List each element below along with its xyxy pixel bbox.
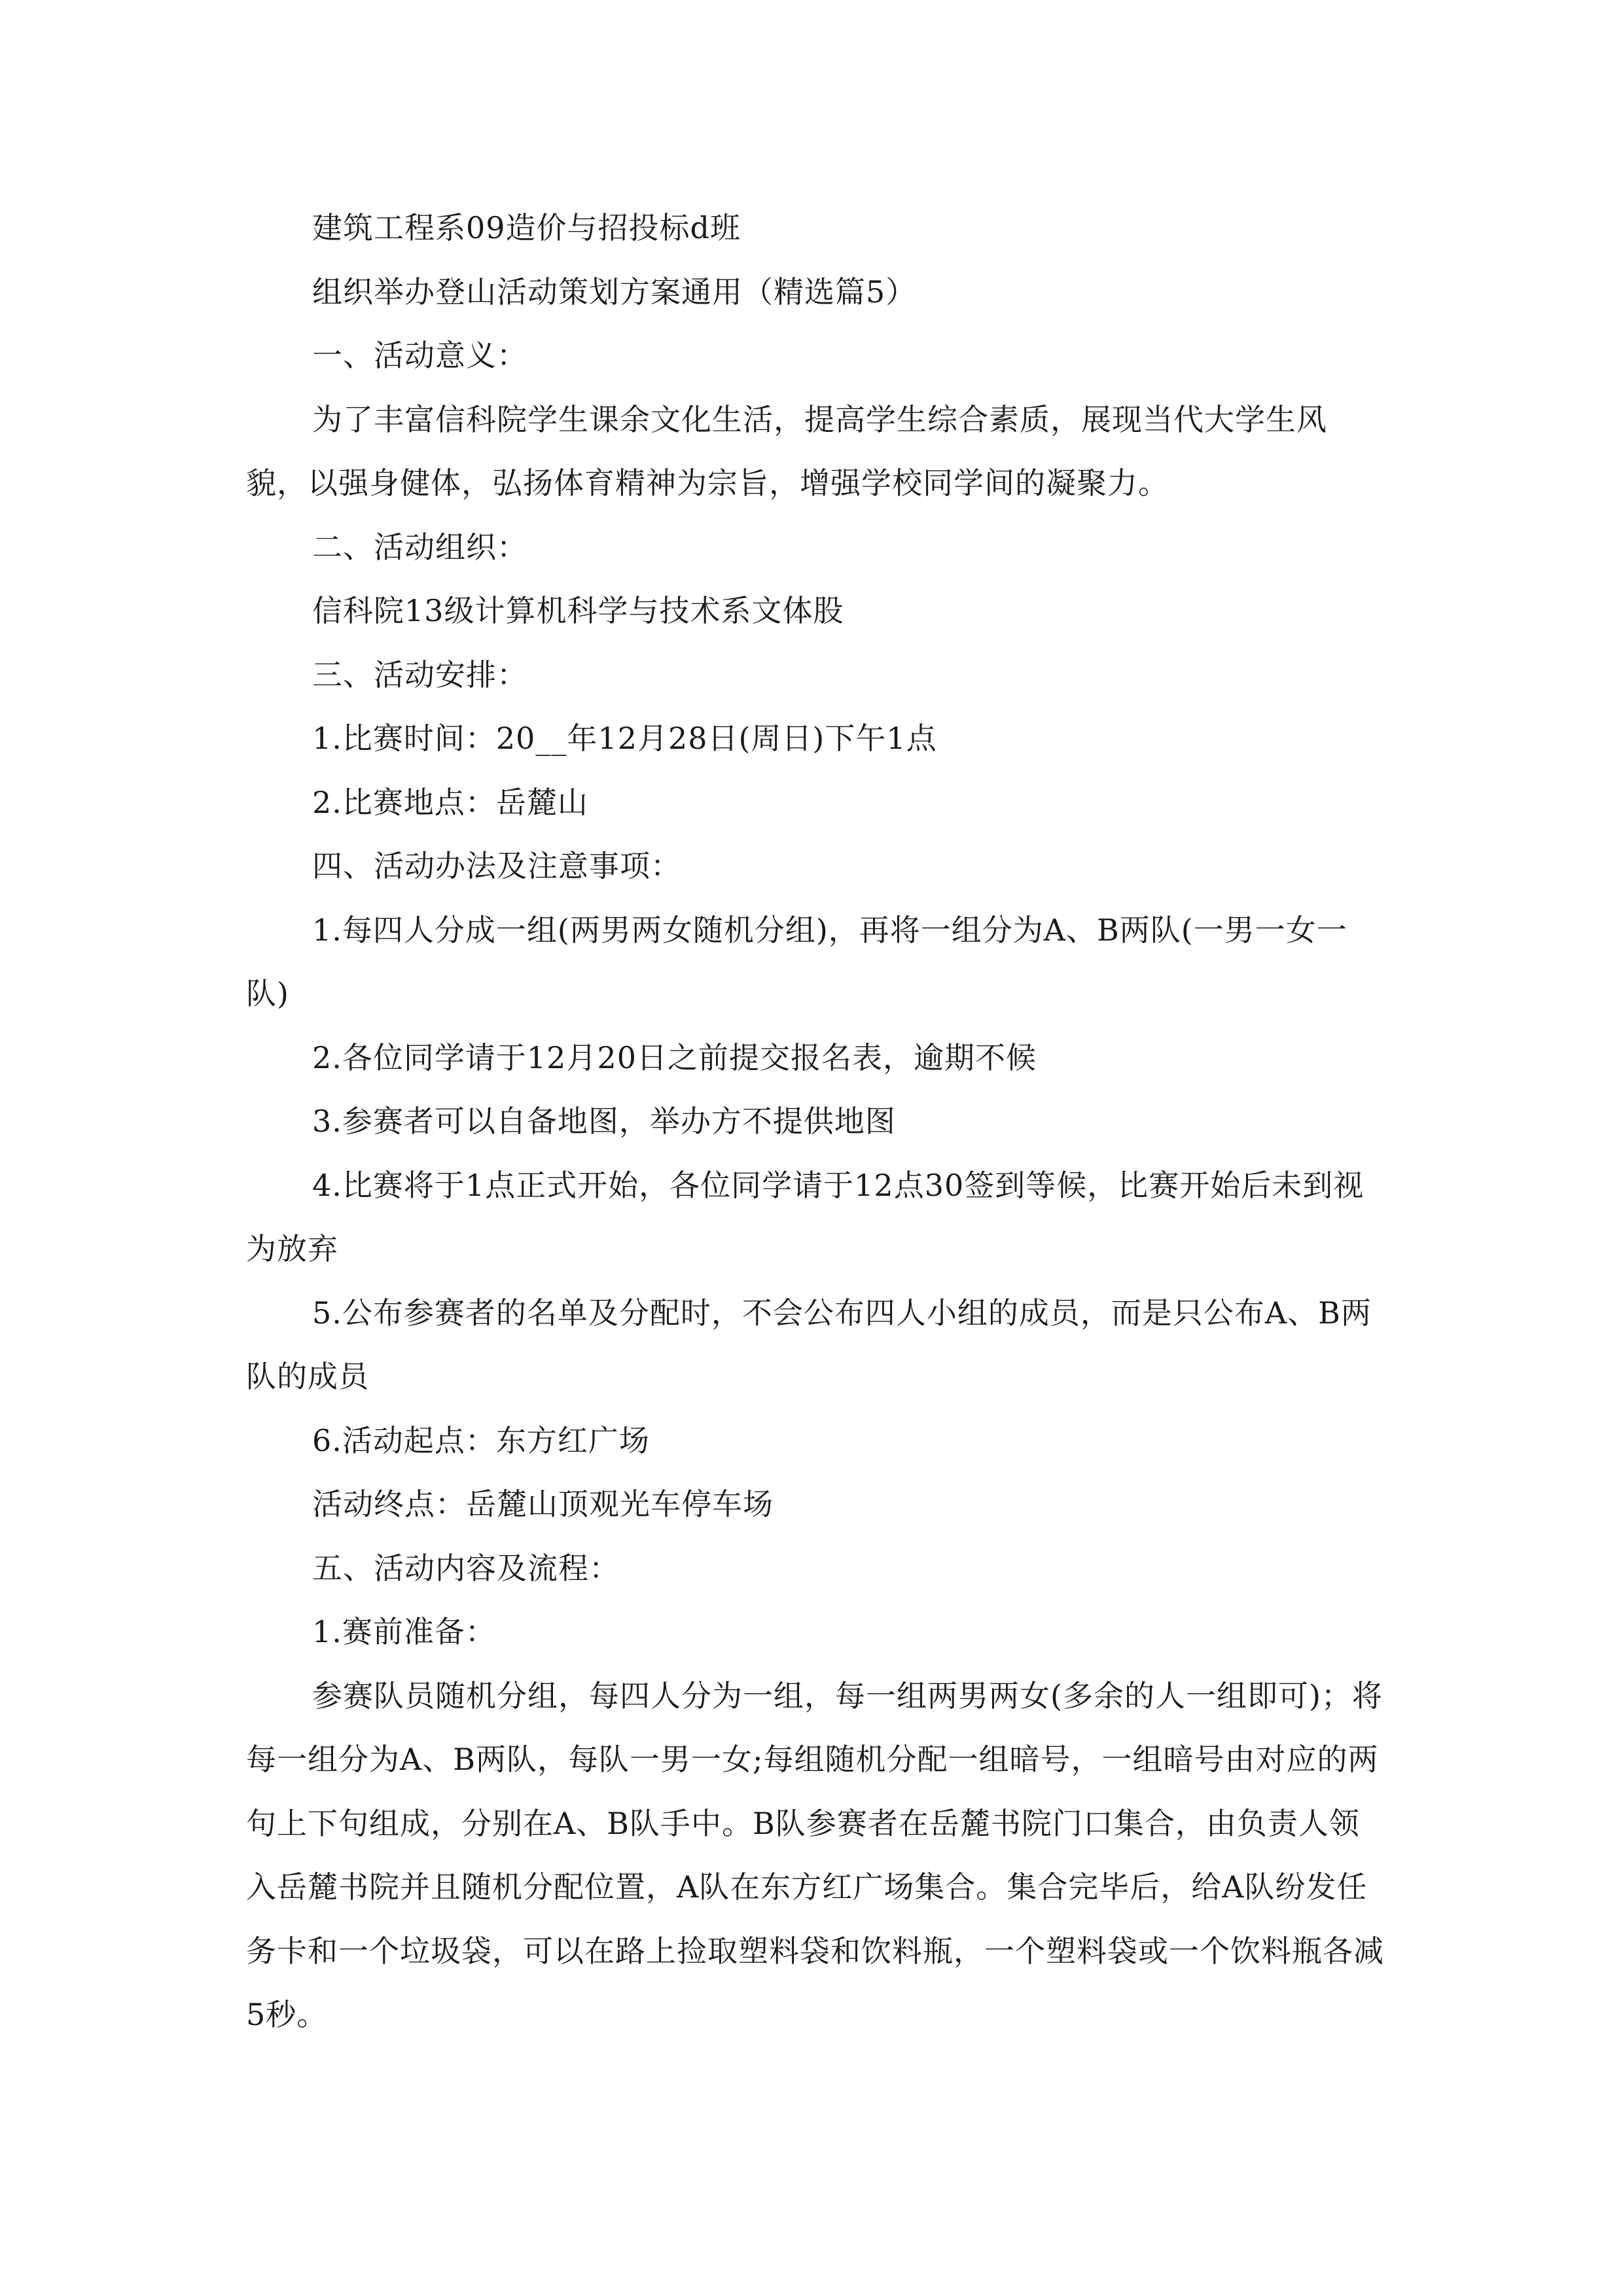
section-heading-process: 五、活动内容及流程：	[312, 1550, 620, 1586]
list-item-registration: 2.各位同学请于12月20日之前提交报名表，逾期不候	[312, 1039, 1037, 1075]
section-heading-significance: 一、活动意义：	[312, 338, 527, 373]
document-title: 组织举办登山活动策划方案通用（精选篇5）	[312, 274, 917, 310]
paragraph-end-point: 活动终点：岳麓山顶观光车停车场	[312, 1486, 774, 1522]
list-item-start-time: 4.比赛将于1点正式开始，各位同学请于12点30签到等候，比赛开始后未到视为放弃	[246, 1167, 1364, 1266]
list-item-map: 3.参赛者可以自备地图，举办方不提供地图	[312, 1103, 896, 1139]
list-item-location: 2.比赛地点：岳麓山	[312, 784, 588, 820]
list-item-start-point: 6.活动起点：东方红广场	[312, 1422, 650, 1458]
paragraph-significance: 为了丰富信科院学生课余文化生活，提高学生综合素质，展现当代大学生风貌，以强身健体，弘扬体育精神为宗旨，增强学校同学间的凝聚力。	[246, 401, 1327, 501]
class-heading: 建筑工程系09造价与招投标d班	[312, 210, 741, 245]
list-item-grouping: 1.每四人分成一组(两男两女随机分组)，再将一组分为A、B两队(一男一女一队)	[246, 912, 1347, 1011]
section-heading-rules: 四、活动办法及注意事项：	[312, 848, 681, 884]
list-item-preparation: 1.赛前准备：	[312, 1614, 496, 1649]
section-heading-organizer: 二、活动组织：	[312, 529, 527, 565]
list-item-announcement: 5.公布参赛者的名单及分配时，不会公布四人小组的成员，而是只公布A、B两队的成员	[246, 1295, 1372, 1394]
paragraph-preparation-details: 参赛队员随机分组，每四人分为一组，每一组两男两女(多余的人一组即可)；将每一组分为A、B两队，每队一男一女;每组随机分配一组暗号，一组暗号由对应的两句上下句组成，分别在A、B队手中。B队参赛者在岳麓书院门口集合，由负责人领入岳麓书院并且随机分配位置，A队在东方红广场集合。集合完毕后，给A队纷发任务卡和一个垃圾袋，可以在路上捡取塑料袋和饮料瓶，一个塑料袋或一个饮料瓶各减5秒。	[246, 1677, 1384, 2032]
document-body	[246, 196, 1385, 2047]
section-heading-arrangement: 三、活动安排：	[312, 656, 527, 692]
list-item-time: 1.比赛时间：20__年12月28日(周日)下午1点	[312, 721, 937, 756]
paragraph-organizer: 信科院13级计算机科学与技术系文体股	[312, 593, 844, 628]
